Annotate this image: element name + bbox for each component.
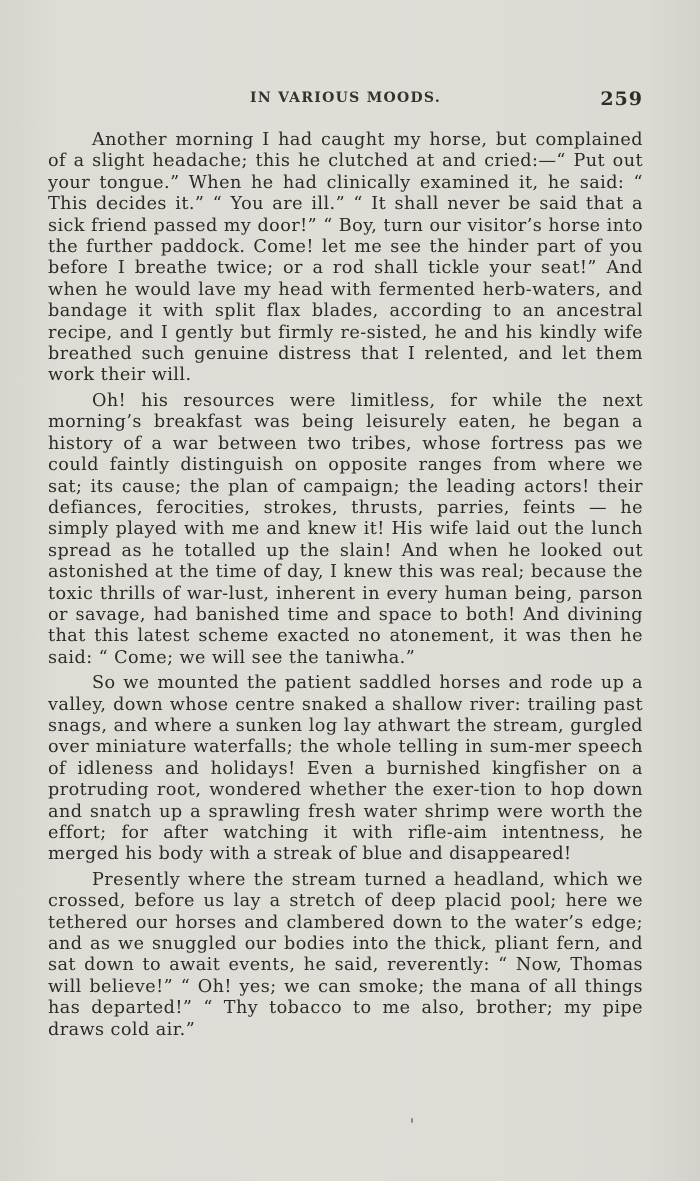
- running-head: IN VARIOUS MOODS.: [249, 90, 442, 106]
- body-text: [48, 130, 643, 1045]
- page-number: 259: [600, 88, 643, 110]
- paper-speck: [411, 1118, 413, 1123]
- paragraph-2: Oh! his resources were limitless, for while the next morning’s breakfast was being leisurely eaten, he began a history of a war between two tribes, whose fortress pas we could faintly distinguish on opposite ranges from where we sat; its cause; the plan of campaign; the leading actors! their defiances, ferocities, strokes, thrusts, parries, feints — he simply played with me and knew it! His wife laid out the lunch spread as he totalled up the slain! And when he looked out astonished at the time of day, I knew this was real; because the toxic thrills of war-lust, inherent in every human being, parson or savage, had banished time and space to both! And divining that this latest scheme exacted no atonement, it was then he said: “ Come; we will see the taniwha.”: [48, 390, 643, 668]
- paragraph-4: Presently where the stream turned a headland, which we crossed, before us lay a stretch of deep placid pool; here we tethered our horses and clambered down to the water’s edge; and as we snuggled our bodies into the thick, pliant fern, and sat down to await events, he said, reverently: “ Now, Thomas will believe!” “ Oh! yes; we can smoke; the mana of all things has departed!” “ Thy tobacco to me also, brother; my pipe draws cold air.”: [48, 869, 643, 1040]
- book-page: [48, 80, 643, 1040]
- paragraph-3: So we mounted the patient saddled horses and rode up a valley, down whose centre snaked a shallow river: trailing past snags, and where a sunken log lay athwart the stream, gurgled over miniature waterfalls; the whole telling in sum-mer speech of idleness and holidays! Even a burnished kingfisher on a protruding root, wondered whether the exer-tion to hop down and snatch up a sprawling fresh water shrimp were worth the effort; for after watching it with rifle-aim intentness, he merged his body with a streak of blue and disappeared!: [48, 673, 643, 865]
- paragraph-1: Another morning I had caught my horse, but complained of a slight headache; this he clutched at and cried:—“ Put out your tongue.” When he had clinically examined it, he said: “ This decides it.” “ You are ill.” “ It shall never be said that a sick friend passed my door!” “ Boy, turn our visitor’s horse into the further paddock. Come! let me see the hinder part of you before I breathe twice; or a rod shall tickle your seat!” And when he would lave my head with fermented herb-waters, and bandage it with split flax blades, according to an ancestral recipe, and I gently but firmly re-sisted, he and his kindly wife breathed such genuine distress that I relented, and let them work their will.: [48, 130, 643, 386]
- page-header: [48, 80, 643, 118]
